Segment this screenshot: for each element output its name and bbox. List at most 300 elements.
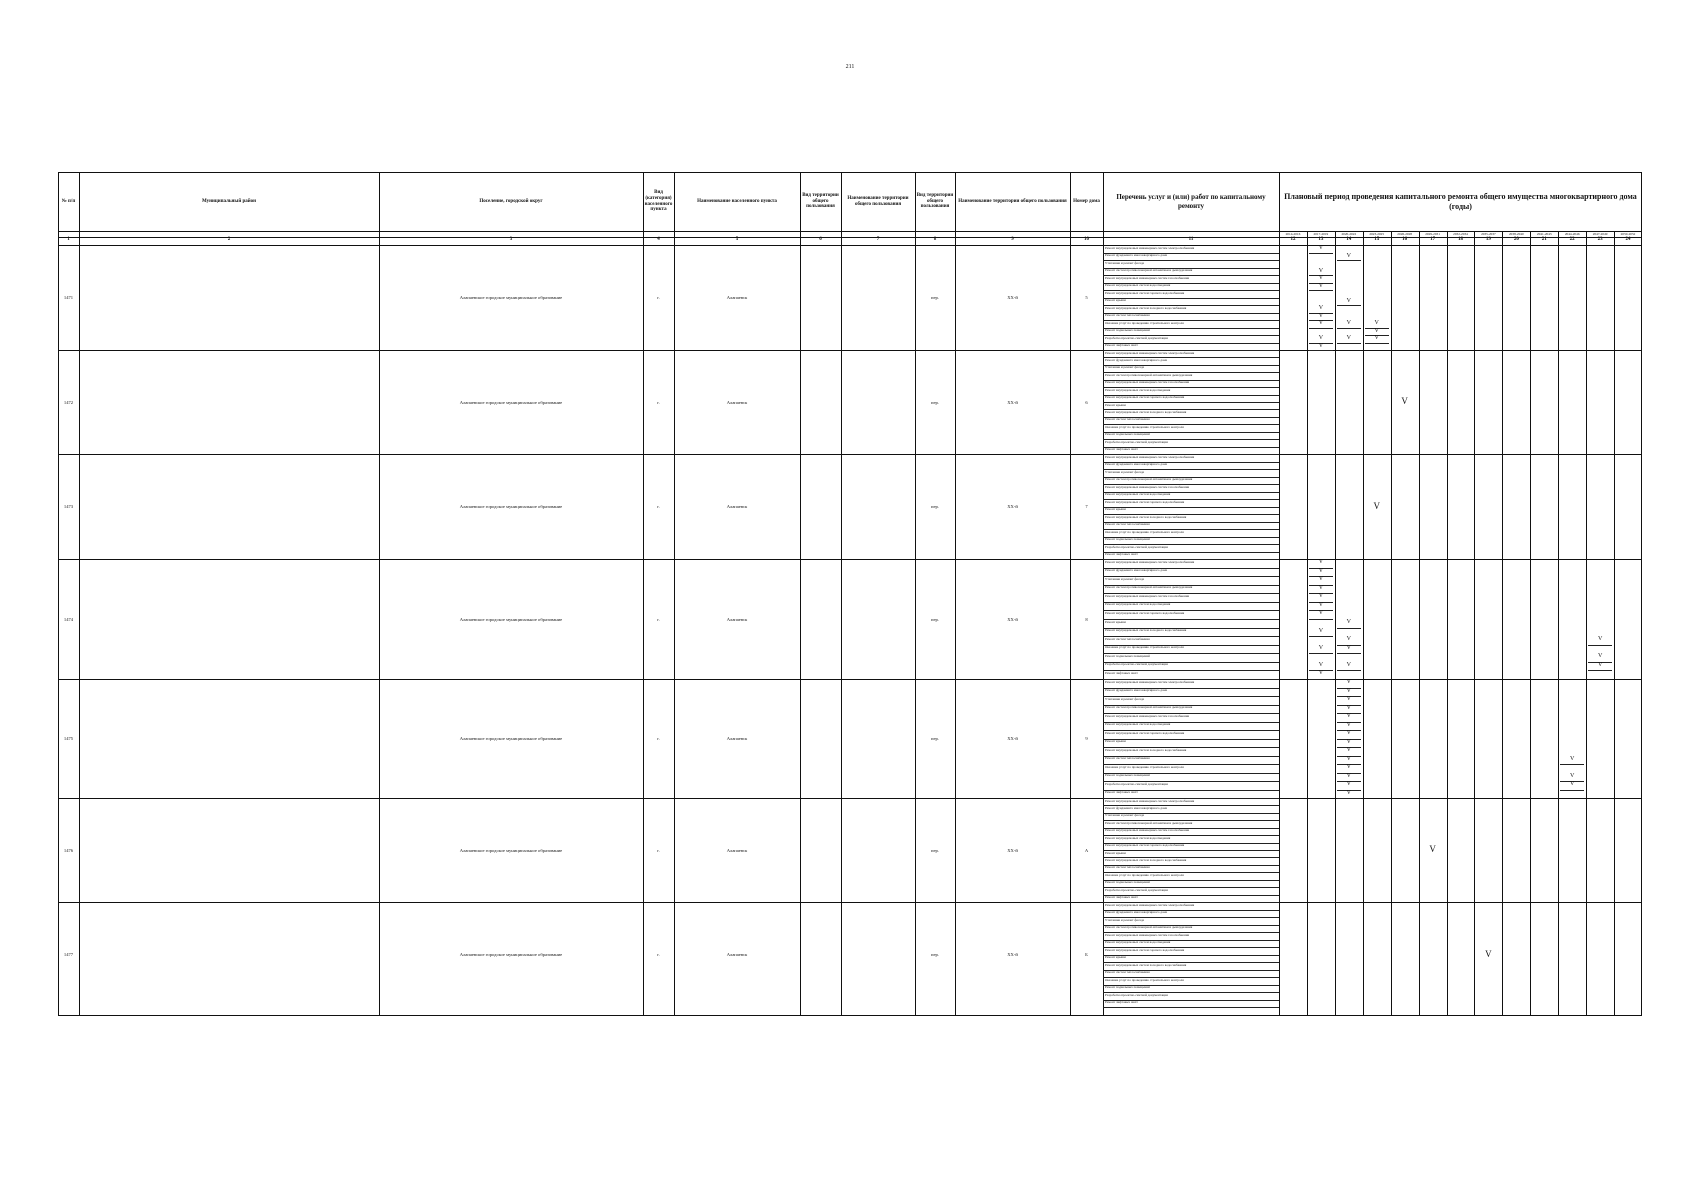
row-locality-type: г. [657,847,660,853]
work-item: Ремонт внутридомовых инженерных систем электроснабжения [1105,245,1195,250]
column-divider [841,172,842,1016]
work-item: Ремонт подвальных помещений [1105,537,1150,541]
work-item: Ремонт фундамента многоквартирного дома [1105,357,1168,362]
row-street: ХХ-й [1007,295,1018,300]
row-house-number: 8 [1085,616,1088,622]
work-item-line [1103,1007,1279,1008]
planned-mark: V [1570,781,1575,787]
planned-mark: V [1318,559,1324,565]
planned-mark: V [1346,764,1351,770]
header-territory-type: Вид территории общего пользования [802,192,839,210]
row-number: 1472 [63,399,74,405]
work-item: Ремонт крыши [1105,402,1126,407]
planned-mark: V [1346,335,1351,341]
work-item: Утепление и ремонт фасада [1105,696,1145,701]
period-divider [1474,231,1475,1016]
work-item: Ремонт лифтовых шахт [1105,670,1138,675]
row-settlement: Алапаевское городское муниципальное образование [459,952,563,957]
works-list [1103,559,1279,679]
capital-repair-schedule-table [58,172,1644,1018]
work-item: Ремонт внутридомовых инженерных систем газоснабжения [1105,713,1190,718]
work-item: Ремонт систем теплоснабжения [1105,970,1150,974]
planned-mark: V [1318,576,1324,583]
planned-mark: V [1346,687,1351,694]
period-divider [1530,231,1531,1016]
period-label: 2047-2049 [1592,232,1608,236]
work-item: Утепление и ремонт фасада [1105,365,1145,370]
work-item: Ремонт лифтовых шахт [1105,343,1138,347]
period-label: 2023-2025 [1369,232,1385,236]
row-house-number: Б [1085,952,1088,957]
planned-mark: V [1318,282,1324,289]
work-item: Ремонт внутридомовых систем водоотведения [1105,835,1171,840]
work-item: Ремонт внутридомовых инженерных систем газоснабжения [1105,828,1190,833]
column-number: 22 [1569,237,1575,242]
period-label: 2029-2031 [1425,232,1440,236]
header-house: Номер дома [1073,198,1100,204]
column-divider [1279,172,1280,1016]
work-item: Оказание услуг по проведению строительного контроля [1105,764,1184,769]
header-locality: Наименование населенного пункта [697,198,777,204]
work-item: Ремонт внутридомовых систем холодного водоснабжения [1105,305,1187,310]
header-locality-type: Вид (категория) населенного пункта [644,190,673,213]
work-item: Ремонт подвальных помещений [1105,773,1150,777]
work-item: Ремонт внутридомовых инженерных систем электроснабжения [1105,679,1195,684]
planned-mark: V [1318,644,1324,651]
column-number: 19 [1485,237,1491,242]
planned-mark: V [1597,636,1603,643]
period-label: 2035-2037 [1481,232,1496,236]
work-item: Ремонт внутридомовых инженерных систем электроснабжения [1105,559,1195,564]
column-number: 10 [1084,237,1089,242]
period-label: 2032-2034 [1453,232,1468,236]
planned-mark: V [1318,593,1324,600]
planned-mark: V [1346,252,1351,259]
row-street-type: пер. [931,847,939,853]
row-locality-type: г. [657,736,660,741]
column-number: 20 [1513,237,1519,242]
planned-mark: V [1318,245,1324,251]
work-item-line [1103,298,1279,299]
work-item: Утепление и ремонт фасада [1105,917,1145,922]
row-divider [58,454,1642,455]
work-item: Ремонт внутридомовых инженерных систем электроснабжения [1105,350,1195,355]
planned-mark: V [1346,619,1351,625]
column-number: 4 [657,237,660,242]
header-street: Наименование территории общего пользования [958,198,1067,204]
column-divider [800,172,801,1016]
planned-mark: V [1318,275,1324,281]
row-settlement: Алапаевское городское муниципальное образование [459,736,563,741]
planned-mark: V [1318,312,1324,319]
row-house-number: 9 [1085,736,1088,741]
table-border [58,172,1642,1016]
column-number: 9 [1011,237,1014,242]
mark-underline [1337,670,1361,671]
work-item: Ремонт внутридомовых инженерных систем газоснабжения [1105,275,1190,280]
mark-underline [1309,679,1333,680]
period-label: 2038-2040 [1508,232,1524,236]
mark-underline [1560,764,1584,765]
planned-mark: V [1485,948,1492,959]
row-street-type: пер. [931,504,939,509]
planned-mark: V [1570,772,1575,779]
work-item-line [1103,955,1279,956]
work-item: Ремонт лифтовых шахт [1105,447,1138,452]
column-number: 16 [1402,237,1408,242]
work-item: Ремонт внутридомовых систем водоотведения [1105,492,1171,496]
row-street: ХХ-й [1007,504,1018,509]
row-street-type: пер. [931,736,939,741]
work-item: Оказание услуг по проведению строительного контроля [1105,977,1184,982]
period-label: 2050-2052 [1620,232,1636,236]
work-item: Ремонт систем противопожарной автоматики и дымоудаления [1105,820,1193,825]
work-item: Ремонт фундамента многоквартирного дома [1105,253,1168,257]
column-number: 15 [1374,237,1380,242]
column-number: 18 [1457,237,1463,242]
works-list [1103,902,1279,1007]
work-item: Ремонт подвальных помещений [1105,653,1150,658]
header-num: № п/п [61,198,76,204]
work-item: Ремонт внутридомовых систем водоотведения [1105,602,1171,607]
planned-mark: V [1318,670,1324,677]
row-number: 1473 [63,504,74,509]
work-item: Ремонт лифтовых шахт [1105,895,1138,900]
period-divider [1363,231,1364,1016]
planned-mark: V [1429,844,1436,854]
work-item: Ремонт фундамента многоквартирного дома [1105,462,1168,466]
period-divider [1335,231,1336,1016]
page-number: 211 [845,64,855,70]
works-list [1103,350,1279,454]
mark-underline [1588,670,1612,671]
work-item: Оказание услуг по проведению строительного контроля [1105,872,1184,877]
row-settlement: Алапаевское городское муниципальное образование [459,616,563,622]
row-street-type: пер. [931,616,939,622]
mark-underline [1337,343,1361,344]
work-item: Ремонт внутридомовых систем холодного водоснабжения [1105,628,1187,633]
mark-underline [1337,260,1361,261]
column-number: 8 [933,237,937,242]
column-number: 1 [67,237,70,242]
work-item: Ремонт систем теплоснабжения [1105,756,1150,760]
period-divider [1447,231,1448,1016]
work-item: Ремонт крыши [1105,850,1126,855]
mark-underline [1588,645,1612,646]
planned-mark: V [1570,755,1575,762]
planned-mark: V [1374,327,1379,334]
work-item: Утепление и ремонт фасада [1105,576,1145,581]
work-item: Ремонт внутридомовых инженерных систем электроснабжения [1105,798,1195,803]
work-item: Ремонт систем противопожарной автоматики и дымоудаления [1105,585,1193,590]
work-item: Утепление и ремонт фасада [1105,813,1145,818]
work-item: Ремонт систем противопожарной автоматики и дымоудаления [1105,372,1193,377]
work-item: Ремонт внутридомовых систем холодного водоснабжения [1105,857,1187,862]
period-label: 2041-2043 [1536,232,1552,236]
row-number: 1475 [63,736,74,741]
works-list [1103,798,1279,902]
planned-mark: V [1374,335,1379,341]
period-divider [1307,231,1308,1016]
row-locality: Алапаевск [726,736,748,741]
work-item: Ремонт подвальных помещений [1105,985,1150,989]
planned-mark: V [1597,661,1603,668]
work-item: Ремонт внутридомовых систем горячего водоснабжения [1105,947,1185,952]
row-street-type: пер. [931,399,939,405]
mark-underline [1309,350,1333,351]
work-item: Ремонт лифтовых шахт [1105,552,1138,556]
work-item-line [1103,850,1279,851]
planned-mark: V [1346,696,1351,702]
work-item: Ремонт систем противопожарной автоматики и дымоудаления [1105,705,1193,709]
work-item-line [1103,619,1279,620]
mark-underline [1309,328,1333,329]
row-locality: Алапаевск [726,399,748,405]
work-item: Ремонт фундамента многоквартирного дома [1105,688,1168,692]
row-locality-type: г. [657,616,660,622]
work-item: Ремонт внутридомовых инженерных систем газоснабжения [1105,484,1190,489]
work-item: Разработка проектно-сметной документации [1105,887,1168,892]
period-divider [1558,231,1559,1016]
work-item: Разработка проектно-сметной документации [1105,439,1168,444]
work-item: Ремонт фундамента многоквартирного дома [1105,568,1168,573]
mark-underline [1337,328,1361,329]
work-item-line [1103,402,1279,403]
work-item: Ремонт внутридомовых систем горячего водоснабжения [1105,395,1185,400]
work-item: Оказание услуг по проведению строительного контроля [1105,645,1184,650]
planned-mark: V [1346,661,1351,668]
work-item: Ремонт систем теплоснабжения [1105,636,1150,641]
work-item: Ремонт систем теплоснабжения [1105,522,1150,526]
row-settlement: Алапаевское городское муниципальное образование [459,847,563,853]
column-number: 5 [735,237,739,242]
mark-underline [1309,290,1333,291]
work-item: Ремонт фундамента многоквартирного дома [1105,805,1168,810]
row-divider [58,679,1642,680]
planned-mark: V [1318,342,1324,349]
row-house-number: 5 [1085,295,1088,300]
work-item: Ремонт внутридомовых инженерных систем газоснабжения [1105,932,1190,937]
header-plan-period: Плановый период проведения капитального ремонта общего имущества многоквартирного дома (годы) [1284,192,1637,211]
planned-mark: V [1374,320,1379,326]
planned-mark: V [1318,610,1324,617]
work-item: Ремонт внутридомовых систем горячего водоснабжения [1105,843,1185,848]
works-list [1103,454,1279,559]
work-item: Ремонт систем теплоснабжения [1105,865,1150,870]
header-district: Муниципальный район [201,198,256,204]
row-street: ХХ-й [1007,736,1018,741]
work-item-line [1103,739,1279,740]
work-item: Ремонт лифтовых шахт [1105,1000,1138,1004]
planned-mark: V [1346,297,1351,304]
row-street-type: пер. [931,295,939,300]
planned-mark: V [1401,396,1408,406]
row-locality: Алапаевск [726,847,748,853]
planned-mark: V [1346,747,1351,753]
column-divider [79,172,80,1016]
row-street: ХХ-й [1007,952,1018,957]
mark-underline [1309,253,1333,254]
row-street-type: пер. [931,952,939,957]
work-item: Ремонт фундамента многоквартирного дома [1105,910,1168,914]
planned-mark: V [1346,704,1351,711]
period-divider [1419,231,1420,1016]
work-item: Ремонт систем противопожарной автоматики и дымоудаления [1105,268,1193,272]
header-territory: Наименование территории общего пользования [847,195,909,207]
period-label: 2026-2028 [1397,232,1412,236]
row-locality-type: г. [657,504,660,509]
period-divider [1614,231,1615,1016]
work-item: Ремонт систем теплоснабжения [1105,417,1150,422]
column-number: 21 [1541,237,1547,242]
header-works: Перечень услуг и (или) работ по капитальному ремонту [1116,193,1266,210]
planned-mark: V [1346,781,1351,787]
work-item: Ремонт крыши [1105,739,1126,743]
works-list [1103,245,1279,350]
work-item: Ремонт внутридомовых систем горячего водоснабжения [1105,730,1185,735]
column-number: 17 [1430,237,1436,242]
work-item: Утепление и ремонт фасада [1105,469,1145,474]
planned-mark: V [1346,772,1351,779]
column-number: 23 [1597,237,1603,242]
planned-mark: V [1346,636,1351,643]
work-item: Ремонт крыши [1105,298,1126,302]
work-item: Ремонт подвальных помещений [1105,328,1150,332]
work-item: Ремонт крыши [1105,955,1126,959]
planned-mark: V [1346,730,1351,736]
work-item: Ремонт внутридомовых систем водоотведения [1105,940,1171,944]
planned-mark: V [1597,653,1603,660]
planned-mark: V [1373,500,1380,511]
column-number: 3 [509,237,513,242]
work-item: Ремонт подвальных помещений [1105,432,1150,437]
work-item: Ремонт систем теплоснабжения [1105,313,1150,317]
planned-mark: V [1318,627,1324,634]
work-item: Утепление и ремонт фасада [1105,260,1145,265]
planned-mark: V [1318,567,1324,574]
period-label: 2044-2046 [1564,232,1580,236]
row-divider [58,902,1642,903]
row-number: 1474 [63,616,74,622]
period-divider [1391,231,1392,1016]
row-locality-type: г. [657,952,660,957]
work-item: Оказание услуг по проведению строительного контроля [1105,424,1184,429]
mark-underline [1560,790,1584,791]
row-number: 1471 [63,295,74,300]
work-item: Оказание услуг по проведению строительного контроля [1105,320,1184,325]
planned-mark: V [1318,267,1324,274]
row-divider [58,798,1642,799]
work-item: Ремонт систем противопожарной автоматики и дымоудаления [1105,925,1193,929]
row-street: ХХ-й [1007,399,1018,405]
planned-mark: V [1346,738,1351,745]
work-item: Ремонт внутридомовых инженерных систем газоснабжения [1105,380,1190,385]
row-number: 1476 [63,847,74,853]
work-item: Разработка проектно-сметной документации [1105,992,1168,997]
work-item: Ремонт систем противопожарной автоматики и дымоудаления [1105,477,1193,481]
mark-underline [1337,653,1361,654]
row-settlement: Алапаевское городское муниципальное образование [459,399,563,405]
period-divider [1586,231,1587,1016]
mark-underline [1309,636,1333,637]
row-divider [58,350,1642,351]
work-item: Разработка проектно-сметной документации [1105,335,1168,340]
row-locality-type: г. [657,399,660,405]
column-number: 12 [1290,237,1296,242]
work-item: Ремонт внутридомовых систем горячего водоснабжения [1105,290,1185,295]
header-settlement: Поселение, городской округ [479,198,543,204]
work-item: Ремонт внутридомовых систем холодного водоснабжения [1105,962,1187,967]
work-item: Ремонт внутридомовых систем холодного водоснабжения [1105,514,1187,519]
work-item: Ремонт внутридомовых систем холодного водоснабжения [1105,409,1187,414]
work-item-line [1103,507,1279,508]
column-numbers-divider [58,245,1642,246]
row-locality: Алапаевск [726,504,748,509]
work-item: Ремонт подвальных помещений [1105,880,1150,885]
mark-underline [1365,343,1389,344]
row-settlement: Алапаевское городское муниципальное образование [459,504,563,509]
work-item: Ремонт внутридомовых систем водоотведения [1105,387,1171,392]
row-locality: Алапаевск [726,295,748,300]
work-item: Ремонт внутридомовых инженерных систем электроснабжения [1105,902,1195,907]
mark-underline [1309,619,1333,620]
work-item: Ремонт лифтовых шахт [1105,790,1138,794]
period-divider [1502,231,1503,1016]
work-item: Ремонт внутридомовых систем водоотведения [1105,283,1171,287]
planned-mark: V [1318,584,1324,591]
column-number: 6 [819,237,822,242]
planned-mark: V [1346,755,1351,762]
period-label: 2020-2022 [1341,232,1357,236]
row-locality: Алапаевск [726,952,748,957]
work-item: Ремонт внутридомовых инженерных систем электроснабжения [1105,454,1195,459]
row-street: ХХ-й [1007,847,1018,853]
header-street-type: Вид территории общего пользования [916,192,954,210]
row-divider [58,559,1642,560]
column-number: 7 [876,237,880,242]
work-item: Разработка проектно-сметной документации [1105,662,1168,667]
row-number: 1477 [63,952,74,957]
work-item: Ремонт внутридомовых систем водоотведения [1105,722,1171,726]
row-locality-type: г. [657,295,660,300]
column-number: 24 [1625,237,1631,242]
work-item: Ремонт внутридомовых систем горячего водоснабжения [1105,610,1185,615]
work-item: Ремонт внутридомовых инженерных систем газоснабжения [1105,593,1190,598]
work-item: Оказание услуг по проведению строительного контроля [1105,529,1184,534]
mark-underline [1337,305,1361,306]
column-number: 13 [1318,237,1324,242]
row-house-number: А [1084,847,1089,853]
row-street: ХХ-й [1007,616,1018,622]
planned-mark: V [1318,320,1324,326]
row-locality: Алапаевск [726,616,748,622]
planned-mark: V [1318,335,1324,341]
planned-mark: V [1346,789,1351,796]
column-number: 2 [227,237,231,242]
works-list [1103,679,1279,798]
planned-mark: V [1346,713,1351,719]
planned-mark: V [1346,721,1351,728]
planned-mark: V [1346,644,1351,651]
column-number: 14 [1346,237,1352,242]
mark-underline [1337,798,1361,799]
row-house-number: 6 [1085,399,1088,405]
planned-mark: V [1346,320,1351,326]
work-item: Ремонт внутридомовых систем холодного водоснабжения [1105,747,1187,752]
planned-mark: V [1318,601,1324,608]
period-label: 2014-2016 [1285,232,1301,236]
row-house-number: 7 [1085,504,1088,509]
